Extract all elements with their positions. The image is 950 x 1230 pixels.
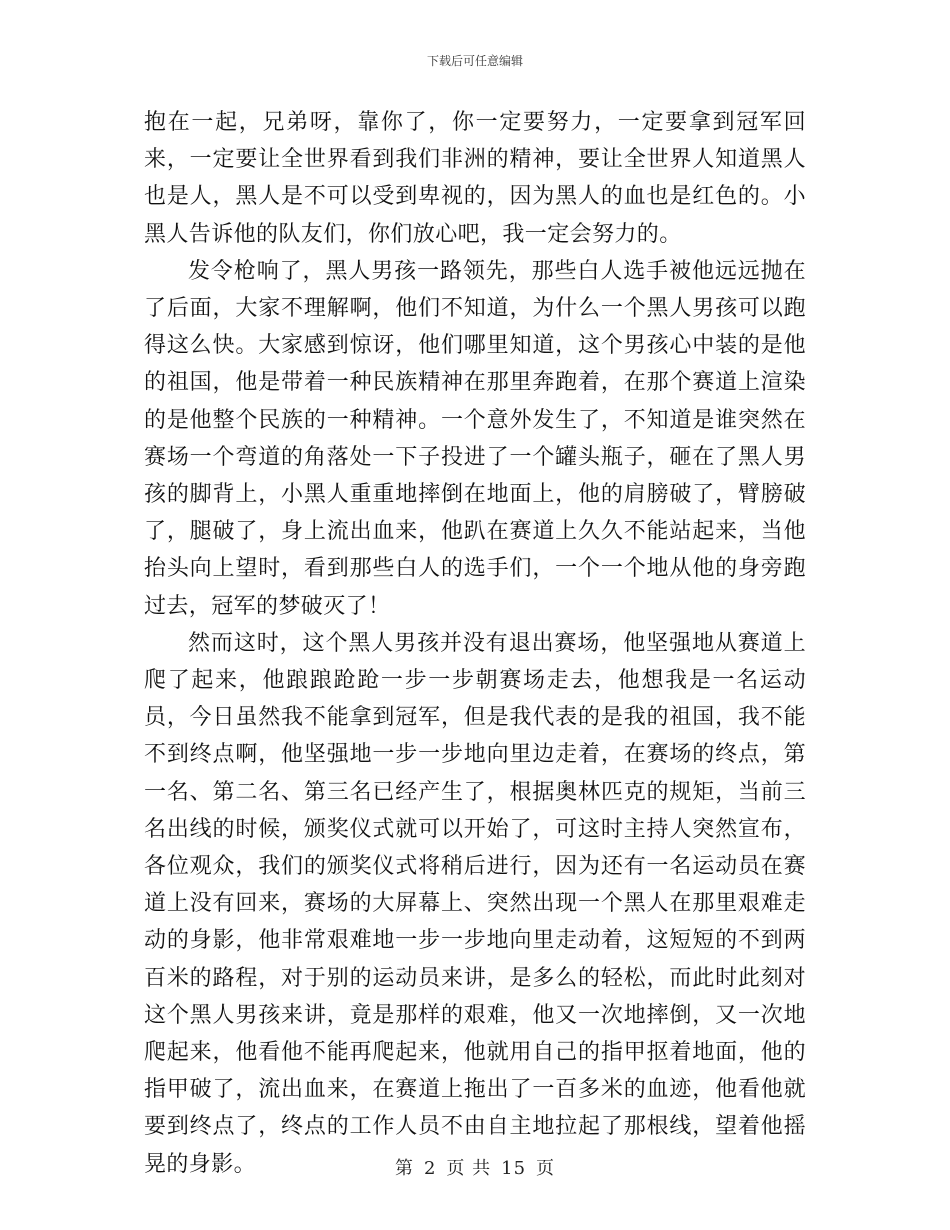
current-page-number: 2 (423, 1158, 437, 1179)
page-header: 下载后可任意编辑 (426, 54, 523, 68)
footer-suffix: 页 (536, 1158, 556, 1179)
footer-prefix: 第 (394, 1158, 414, 1179)
document-body (144, 104, 806, 1183)
paragraph-2: 发令枪响了，黑人男孩一路领先，那些白人选手被他远远抛在了后面，大家不理解啊，他们不知道，为什么一个黑人男孩可以跑得这么快。大家感到惊讶，他们哪里知道，这个男孩心中装的是他的祖国，他是带着一种民族精神在那里奔跑着，在那个赛道上渲染的是他整个民族的一种精神。一个意外发生了，不知道是谁突然在赛场一个弯道的角落处一下子投进了一个罐头瓶子，砸在了黑人男孩的脚背上，小黑人重重地摔倒在地面上，他的肩膀破了，臂膀破了，腿破了，身上流出血来，他趴在赛道上久久不能站起来，当他抬头向上望时，看到那些白人的选手们，一个一个地从他的身旁跑过去，冠军的梦破灭了！ (144, 258, 806, 619)
paragraph-1: 抱在一起，兄弟呀，靠你了，你一定要努力，一定要拿到冠军回来，一定要让全世界看到我们非洲的精神，要让全世界人知道黑人也是人，黑人是不可以受到卑视的，因为黑人的血也是红色的。小黑人告诉他的队友们，你们放心吧，我一定会努力的。 (144, 110, 806, 247)
page-footer (0, 1154, 950, 1180)
footer-middle: 页 共 (446, 1158, 492, 1179)
total-pages-number: 15 (501, 1158, 527, 1179)
paragraph-3: 然而这时，这个黑人男孩并没有退出赛场，他坚强地从赛道上爬了起来，他踉踉跄跄一步一步朝赛场走去，他想我是一名运动员，今日虽然我不能拿到冠军，但是我代表的是我的祖国，我不能不到终点啊，他坚强地一步一步地向里边走着，在赛场的终点，第一名、第二名、第三名已经产生了，根据奥林匹克的规矩，当前三名出线的时候，颁奖仪式就可以开始了，可这时主持人突然宣布，各位观众，我们的颁奖仪式将稍后进行，因为还有一名运动员在赛道上没有回来，赛场的大屏幕上、突然出现一个黑人在那里艰难走动的身影，他非常艰难地一步一步地向里走动着，这短短的不到两百米的路程，对于别的运动员来讲，是多么的轻松，而此时此刻对这个黑人男孩来讲，竟是那样的艰难，他又一次地摔倒，又一次地爬起来，他看他不能再爬起来，他就用自己的指甲抠着地面，他的指甲破了，流出血来，在赛道上拖出了一百多米的血迹，他看他就要到终点了，终点的工作人员不由自主地拉起了那根线，望着他摇晃的身影。 (144, 630, 806, 1177)
